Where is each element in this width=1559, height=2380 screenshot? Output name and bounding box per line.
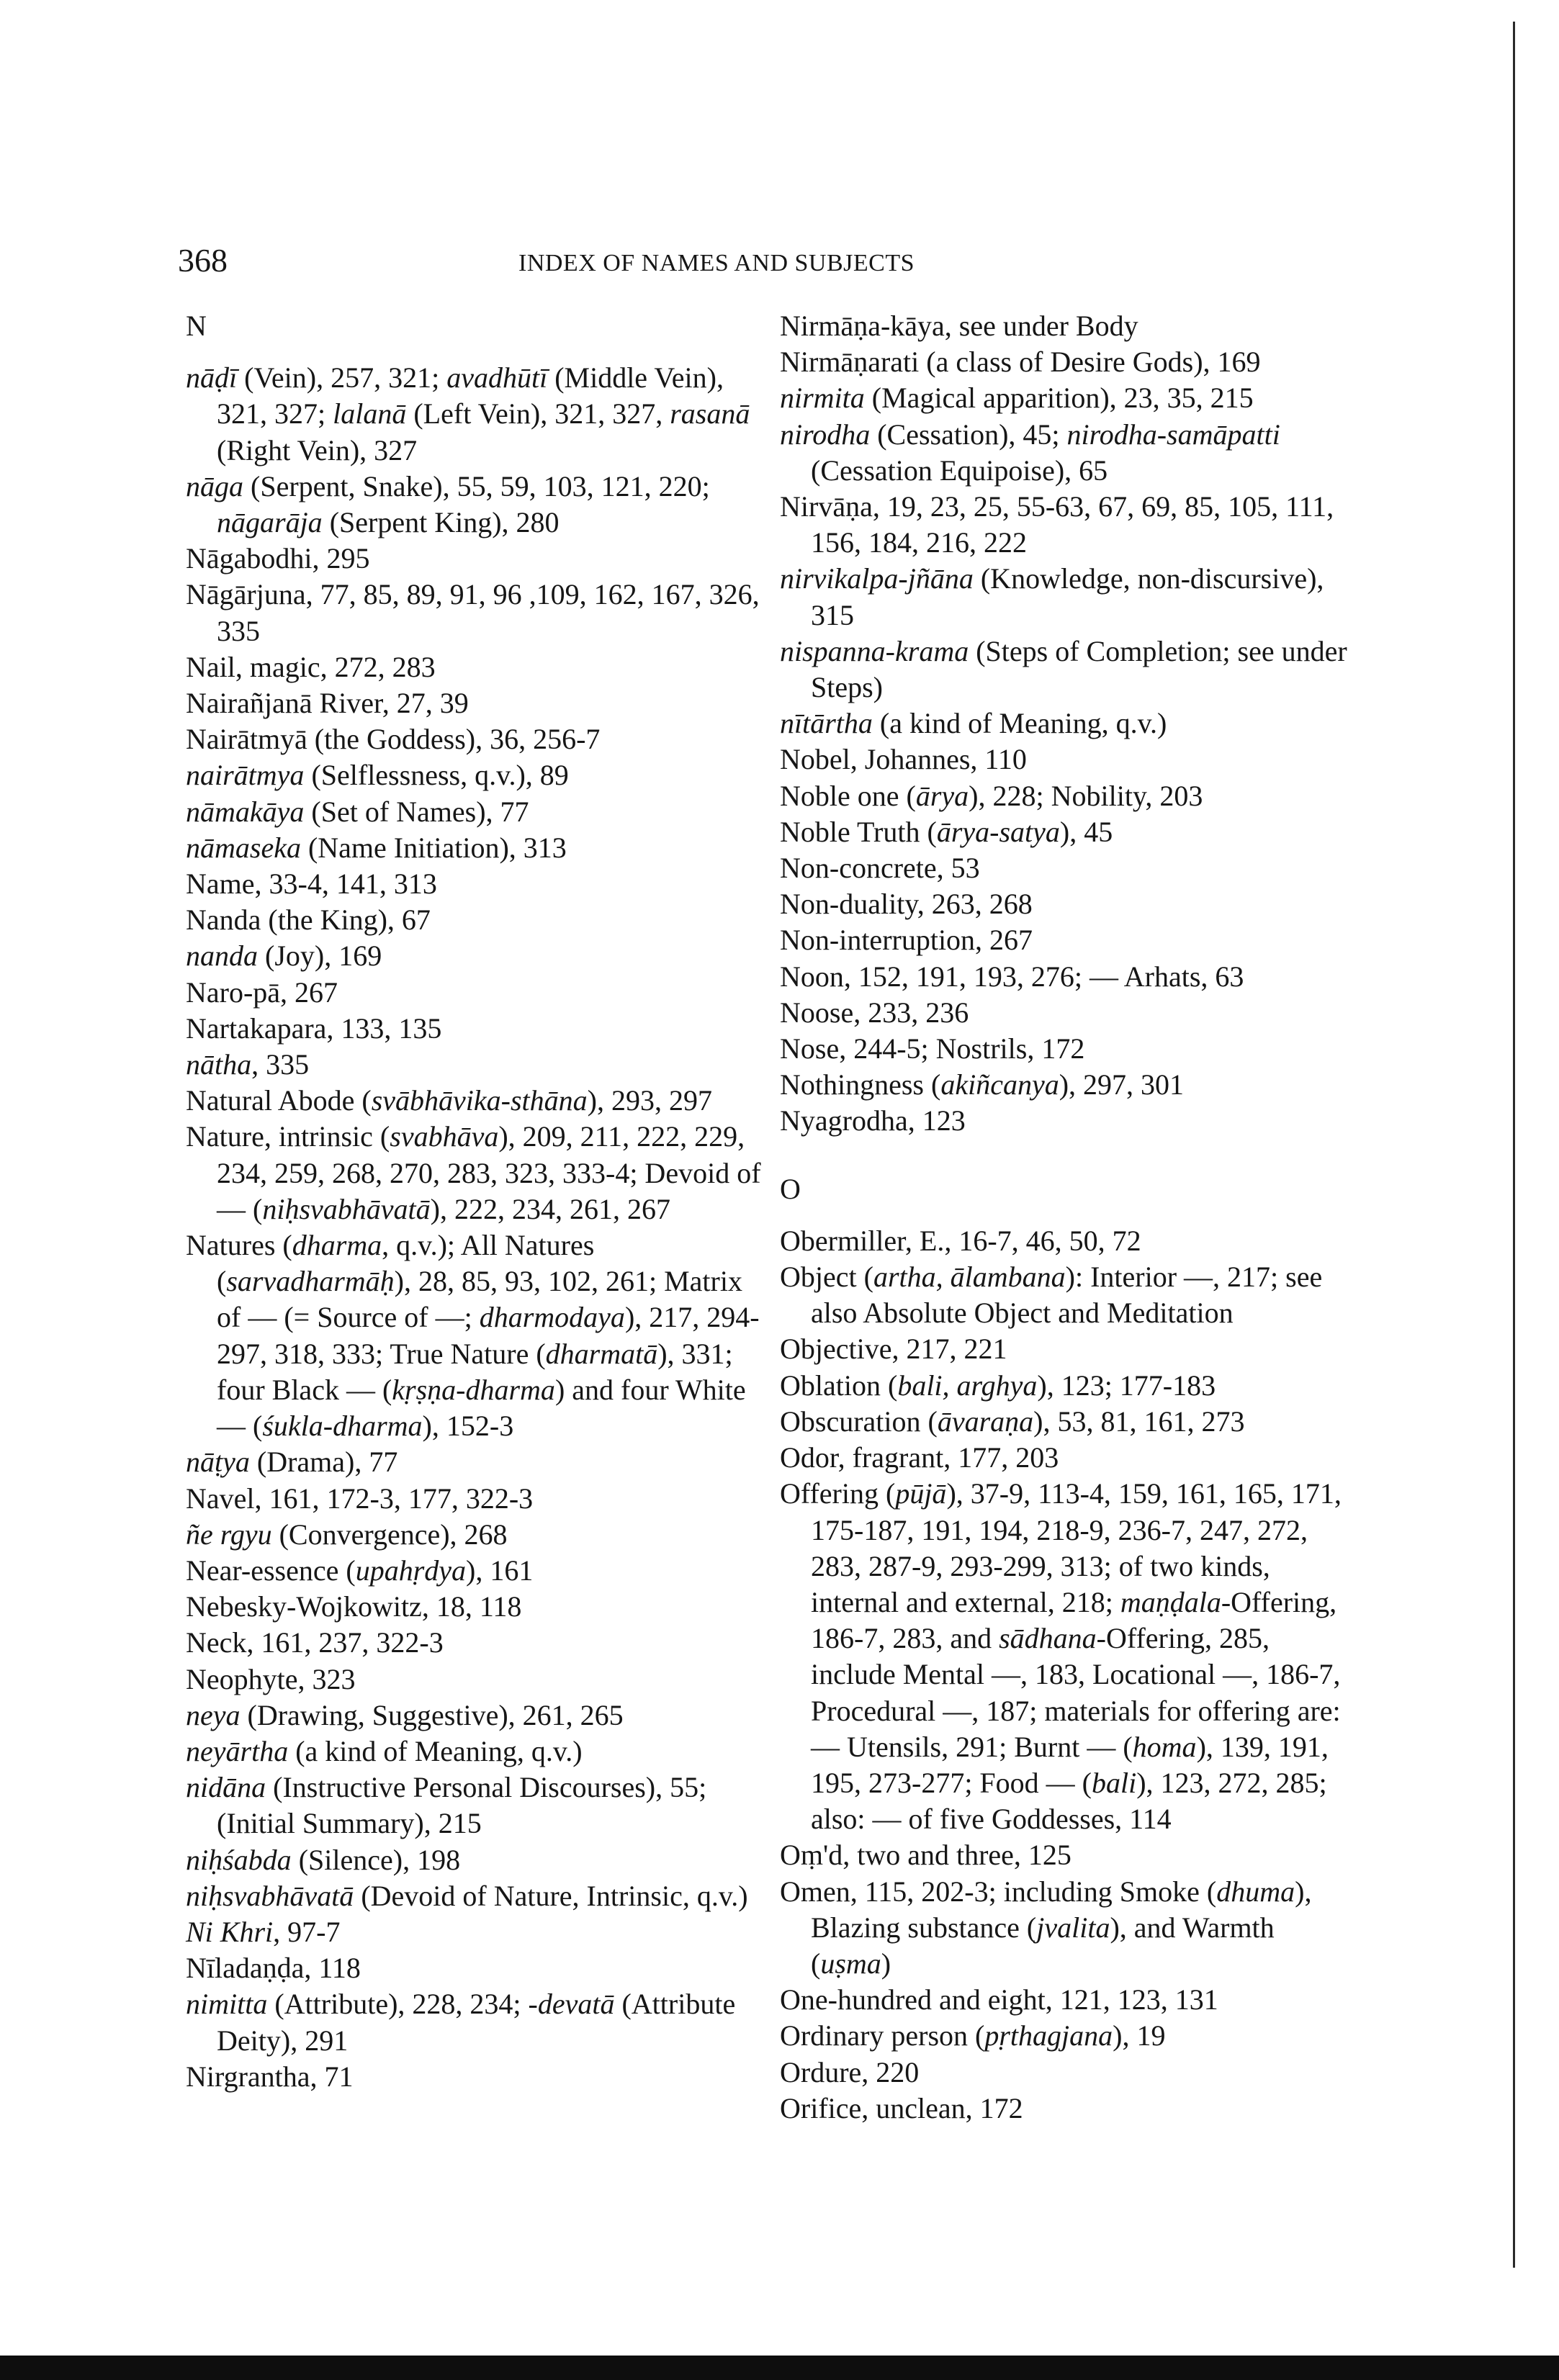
entry-text: Noon, 152, 191, 193, 276; — Arhats, 63 (780, 960, 1244, 993)
section-letter-o: O (780, 1172, 801, 1205)
entry-text: ), 161 (466, 1554, 534, 1587)
index-entry (780, 2091, 1356, 2127)
index-entry (186, 577, 762, 649)
entry-text: Nairātmyā (the Goddess), 36, 256-7 (186, 723, 601, 756)
index-entry (186, 1698, 762, 1734)
entry-term-italic: jvalita (1036, 1911, 1110, 1944)
index-entry (780, 995, 1356, 1031)
index-column-right (780, 308, 1356, 2127)
page-edge-line (1513, 22, 1515, 2268)
entry-term-italic: pūjā (895, 1477, 947, 1510)
entry-text: Nirmāṇarati (a class of Desire Gods), 169 (780, 346, 1261, 379)
index-entry (186, 1914, 762, 1950)
index-entry (186, 1589, 762, 1625)
index-entry (780, 1874, 1356, 1983)
entry-term-italic: uṣma (820, 1947, 881, 1980)
entry-text: ), 331; four Black — ( (217, 1337, 733, 1406)
entry-text: Nebesky-Wojkowitz, 18, 118 (186, 1590, 522, 1623)
entry-text: (Attribute), 228, 234; (267, 1988, 529, 2021)
entry-text: Naro-pā, 267 (186, 975, 338, 1009)
entry-text: Nose, 244-5; Nostrils, 172 (780, 1032, 1085, 1065)
entry-term-italic: nāgarāja (217, 506, 323, 539)
section-letter-n: N (186, 310, 207, 342)
index-entry (186, 1734, 762, 1770)
entry-term-italic: nāṭya (186, 1446, 250, 1479)
index-entry (780, 380, 1356, 416)
index-entry (186, 649, 762, 685)
index-entry (186, 1662, 762, 1698)
index-entry (780, 1476, 1356, 1837)
entry-text: ), 297, 301 (1059, 1068, 1185, 1101)
index-entry (780, 1259, 1356, 1331)
entry-term-italic: homa (1132, 1730, 1197, 1763)
running-head: INDEX OF NAMES AND SUBJECTS (518, 250, 915, 276)
index-entry (780, 308, 1356, 344)
entry-text: ), 37-9, 113-4, 159, 161, 165, 171, 175-187, 191, 194, 218-9, 236-7, 247, 272, 283, 287-9, 293-299, 313; of two kinds, internal and external, 218; (811, 1477, 1342, 1618)
index-entry (780, 1982, 1356, 2018)
index-entry (186, 1444, 762, 1480)
entry-text: Noose, 233, 236 (780, 996, 969, 1029)
index-entry (780, 922, 1356, 958)
index-entry (186, 757, 762, 793)
index-entry (186, 469, 762, 541)
entry-text: Non-duality, 263, 268 (780, 888, 1033, 921)
index-entry (780, 1031, 1356, 1067)
entry-text: ), Blazing substance ( (811, 1875, 1312, 1944)
entry-text: (Steps of Completion; see under Steps) (811, 634, 1347, 704)
entry-text: Non-concrete, 53 (780, 852, 980, 885)
index-entry (780, 778, 1356, 814)
index-entry (186, 2059, 762, 2095)
index-entry (780, 814, 1356, 850)
entry-term-italic: sādhana (999, 1622, 1097, 1655)
index-entry (780, 489, 1356, 561)
index-entry (186, 1842, 762, 1878)
entry-term-italic: nidāna (186, 1771, 266, 1804)
entry-term-italic: ārya (915, 779, 969, 812)
entry-text: ), 152-3 (422, 1410, 514, 1443)
entry-text: Non-interruption, 267 (780, 924, 1033, 957)
entry-text: ), 293, 297 (587, 1084, 712, 1117)
index-entry (186, 541, 762, 577)
entry-term-italic: svābhāvika-sthāna (371, 1084, 588, 1117)
index-entry (186, 1878, 762, 1914)
index-entry (186, 1047, 762, 1083)
entry-term-italic: pṛthagjana (984, 2019, 1113, 2052)
entry-text: (Drama), 77 (249, 1446, 398, 1479)
entry-term-italic: dharmatā (545, 1337, 658, 1370)
entry-text: (Knowledge, non-discursive), 315 (811, 562, 1324, 631)
index-entry (186, 1950, 762, 1986)
entry-text: (Serpent, Snake), 55, 59, 103, 121, 220; (243, 469, 710, 502)
entry-term-italic: dhuma (1216, 1875, 1295, 1908)
entry-term-italic: nirodha-samāpatti (1066, 418, 1280, 451)
index-entry (780, 1837, 1356, 1873)
index-entry (186, 1227, 762, 1444)
scan-edge-band (0, 2356, 1559, 2380)
index-entry (186, 830, 762, 866)
entry-term-italic: niḥsvabhāvatā (262, 1192, 431, 1225)
entry-term-italic: lalanā (333, 397, 407, 431)
entry-text: (Cessation), 45; (870, 418, 1067, 451)
entry-text: ), 19 (1113, 2019, 1166, 2052)
entry-list-n-continued (780, 308, 1356, 1140)
entry-text: Natural Abode ( (186, 1084, 372, 1117)
entry-text: One-hundred and eight, 121, 123, 131 (780, 1983, 1218, 2016)
index-entry (780, 417, 1356, 489)
entry-term-italic: neya (186, 1698, 241, 1731)
entry-text: ), 222, 234, 261, 267 (430, 1192, 670, 1225)
entry-text: Nail, magic, 272, 283 (186, 650, 436, 683)
entry-text: Natures ( (186, 1229, 292, 1262)
entry-text: (Selflessness, q.v.), 89 (304, 759, 569, 792)
entry-text: Object ( (780, 1261, 873, 1294)
entry-term-italic: niḥsvabhāvatā (186, 1879, 354, 1912)
entry-term-italic: āvaraṇa (937, 1405, 1034, 1438)
entry-text: Nanda (the King), 67 (186, 903, 431, 937)
entry-text: Noble one ( (780, 779, 916, 812)
entry-text: Obscuration ( (780, 1405, 938, 1438)
entry-text: Near-essence ( (186, 1554, 356, 1587)
entry-text: Ordinary person ( (780, 2019, 985, 2052)
entry-term-italic: kṛṣṇa-dharma (392, 1373, 555, 1406)
entry-text: Navel, 161, 172-3, 177, 322-3 (186, 1482, 534, 1515)
entry-text: Nyagrodha, 123 (780, 1104, 966, 1137)
entry-text: ), 123, 272, 285; also: — of five Goddesses, 114 (811, 1766, 1327, 1836)
entry-text: Nairañjanā River, 27, 39 (186, 687, 469, 720)
index-entry (186, 1986, 762, 2058)
entry-term-italic: śukla-dharma (262, 1410, 423, 1443)
entry-text: Nartakapara, 133, 135 (186, 1011, 442, 1045)
index-entry (186, 1481, 762, 1517)
entry-term-italic: nimitta (186, 1988, 268, 2021)
index-entry (780, 742, 1356, 777)
entry-text: -Offering, 285, include Mental —, 183, Locational —, 186-7, Procedural —, 187; materials for offering are: — Utensils, 291; Burnt — ( (811, 1622, 1341, 1763)
entry-text: Objective, 217, 221 (780, 1333, 1007, 1366)
entry-term-italic: nispanna-krama (780, 634, 969, 667)
entry-text: (Name Initiation), 313 (300, 831, 567, 864)
entry-text: Nāgārjuna, 77, 85, 89, 91, 96 ,109, 162, 167, 326, 335 (186, 578, 760, 647)
entry-text: Nāgabodhi, 295 (186, 542, 370, 575)
entry-text: Nirvāṇa, 19, 23, 25, 55-63, 67, 69, 85, 105, 111, 156, 184, 216, 222 (780, 490, 1334, 559)
entry-text: ), 217, 294-297, 318, 333; True Nature ( (217, 1301, 760, 1370)
entry-list-n (186, 360, 762, 2095)
entry-text: Name, 33-4, 141, 313 (186, 867, 437, 901)
entry-term-italic: ārya-satya (936, 815, 1060, 848)
index-entry (186, 1119, 762, 1227)
index-entry (186, 685, 762, 721)
index-entry (780, 634, 1356, 706)
entry-text: -Offering, 186-7, 283, and (811, 1585, 1337, 1655)
entry-text: Noble Truth ( (780, 815, 937, 848)
index-entry (780, 2055, 1356, 2091)
entry-term-italic: dharma (292, 1229, 382, 1262)
entry-term-italic: dharmodaya (479, 1301, 625, 1334)
entry-text: ), 139, 191, 195, 273-277; Food — ( (811, 1730, 1329, 1799)
entry-text: (Set of Names), 77 (304, 795, 529, 828)
index-entry (780, 1404, 1356, 1440)
entry-text: ): Interior —, 217; see also Absolute Object and Meditation (811, 1261, 1323, 1330)
entry-text: Neck, 161, 237, 322-3 (186, 1626, 444, 1659)
entry-term-italic: nāḍī (186, 361, 238, 395)
index-entry (780, 886, 1356, 922)
entry-term-italic: rasanā (670, 397, 750, 431)
entry-text: ) (881, 1947, 891, 1980)
entry-text: Nature, intrinsic ( (186, 1120, 390, 1153)
entry-text: ), 45 (1059, 815, 1113, 848)
entry-text: ) and four White — ( (217, 1373, 746, 1443)
index-column-left (186, 308, 762, 2095)
section-gap (780, 1140, 1356, 1171)
entry-term-italic: nāga (186, 469, 243, 502)
entry-text: (Devoid of Nature, Intrinsic, q.v.) (354, 1879, 748, 1912)
index-entry (186, 975, 762, 1011)
index-entry (780, 1103, 1356, 1139)
entry-text: Orifice, unclean, 172 (780, 2091, 1023, 2124)
index-entry (186, 1517, 762, 1553)
entry-text: Nothingness ( (780, 1068, 941, 1101)
index-entry (186, 360, 762, 469)
index-entry (186, 1553, 762, 1589)
index-entry (780, 1440, 1356, 1476)
entry-text: Odor, fragrant, 177, 203 (780, 1441, 1059, 1474)
entry-text: (Joy), 169 (258, 939, 382, 973)
entry-term-italic: neyārtha (186, 1734, 289, 1767)
entry-text: (Drawing, Suggestive), 261, 265 (240, 1698, 624, 1731)
entry-term-italic: nirvikalpa-jñāna (780, 562, 974, 595)
index-entry (780, 1223, 1356, 1259)
entry-text: (Convergence), 268 (271, 1518, 508, 1551)
index-entry (780, 561, 1356, 633)
entry-term-italic: avadhūtī (446, 361, 548, 395)
entry-text: Nirmāṇa-kāya, see under Body (780, 310, 1138, 342)
entry-text: (a kind of Meaning, q.v.) (288, 1734, 583, 1767)
entry-text: Nobel, Johannes, 110 (780, 743, 1027, 776)
index-entry (186, 1083, 762, 1119)
entry-text: ), 123; 177-183 (1037, 1369, 1216, 1402)
entry-term-italic: bali (1092, 1766, 1137, 1799)
entry-term-italic: nāmakāya (186, 795, 305, 828)
entry-term-italic: upahṛdya (355, 1554, 467, 1587)
entry-term-italic: sarvadharmāḥ (226, 1265, 395, 1298)
index-entry (186, 1770, 762, 1842)
entry-term-italic: nirodha (780, 418, 871, 451)
entry-text: , 335 (251, 1048, 310, 1081)
index-entry (186, 721, 762, 757)
entry-text: (Right Vein), 327 (217, 433, 418, 466)
entry-text: ), 228; Nobility, 203 (969, 779, 1203, 812)
entry-term-italic: nītārtha (780, 707, 873, 740)
entry-term-italic: artha, ālambana (873, 1261, 1066, 1294)
entry-text: (Vein), 257, 321; (237, 361, 447, 395)
entry-term-italic: ñe rgyu (186, 1518, 272, 1551)
entry-term-italic: nātha (186, 1048, 252, 1081)
entry-text: Nīladaṇḍa, 118 (186, 1952, 361, 1985)
index-entry (780, 1331, 1356, 1367)
entry-term-italic: akiñcanya (940, 1068, 1059, 1101)
entry-text: (Serpent King), 280 (322, 506, 560, 539)
entry-text: (Cessation Equipoise), 65 (811, 454, 1108, 487)
index-entry (780, 2018, 1356, 2054)
index-entry (780, 344, 1356, 380)
index-entry (186, 1625, 762, 1661)
index-entry (186, 794, 762, 830)
entry-term-italic: svabhāva (390, 1120, 499, 1153)
index-entry (780, 850, 1356, 886)
entry-text: Nirgrantha, 71 (186, 2060, 354, 2093)
entry-text: Neophyte, 323 (186, 1662, 356, 1695)
entry-text: (Magical apparition), 23, 35, 215 (864, 382, 1254, 415)
entry-term-italic: Ni Khri (186, 1915, 274, 1948)
entry-text: ), and Warmth ( (811, 1911, 1275, 1980)
entry-term-italic: nanda (186, 939, 258, 973)
entry-text: ), 53, 81, 161, 273 (1033, 1405, 1245, 1438)
page-number: 368 (178, 242, 228, 279)
entry-term-italic: niḥśabda (186, 1843, 292, 1876)
entry-text: (Left Vein), 321, 327, (406, 397, 670, 431)
entry-text: (a kind of Meaning, q.v.) (872, 707, 1167, 740)
index-entry (780, 706, 1356, 742)
entry-text: (Middle Vein), 321, 327; (217, 361, 724, 431)
entry-term-italic: -devatā (528, 1988, 615, 2021)
entry-text: Ordure, 220 (780, 2055, 920, 2088)
index-entry (186, 938, 762, 974)
entry-text: (Instructive Personal Discourses), 55; (Initial Summary), 215 (217, 1771, 707, 1840)
entry-text: Oṃ'd, two and three, 125 (780, 1839, 1071, 1872)
entry-text: , 97-7 (273, 1915, 341, 1948)
entry-list-o (780, 1223, 1356, 2127)
index-entry (186, 866, 762, 902)
entry-text: Omen, 115, 202-3; including Smoke ( (780, 1875, 1217, 1908)
index-entry (186, 902, 762, 938)
entry-term-italic: maṇḍala (1120, 1585, 1221, 1618)
entry-text: Oblation ( (780, 1369, 898, 1402)
entry-text: , q.v.); All Natures ( (217, 1229, 595, 1298)
index-entry (780, 1368, 1356, 1404)
index-entry (780, 959, 1356, 995)
entry-text: ), 209, 211, 222, 229, 234, 259, 268, 270, 283, 323, 333-4; Devoid of — ( (217, 1120, 761, 1225)
entry-text: Offering ( (780, 1477, 896, 1510)
entry-text: (Silence), 198 (291, 1843, 461, 1876)
index-entry (186, 1011, 762, 1047)
entry-term-italic: bali, arghya (897, 1369, 1038, 1402)
entry-text: (Attribute Deity), 291 (217, 1988, 736, 2057)
entry-term-italic: nairātmya (186, 759, 305, 792)
entry-term-italic: nāmaseka (186, 831, 301, 864)
index-entry (780, 1067, 1356, 1103)
entry-term-italic: nirmita (780, 382, 865, 415)
entry-text: ), 28, 85, 93, 102, 261; Matrix of — (= Source of —; (217, 1265, 742, 1334)
entry-text: Obermiller, E., 16-7, 46, 50, 72 (780, 1224, 1141, 1257)
